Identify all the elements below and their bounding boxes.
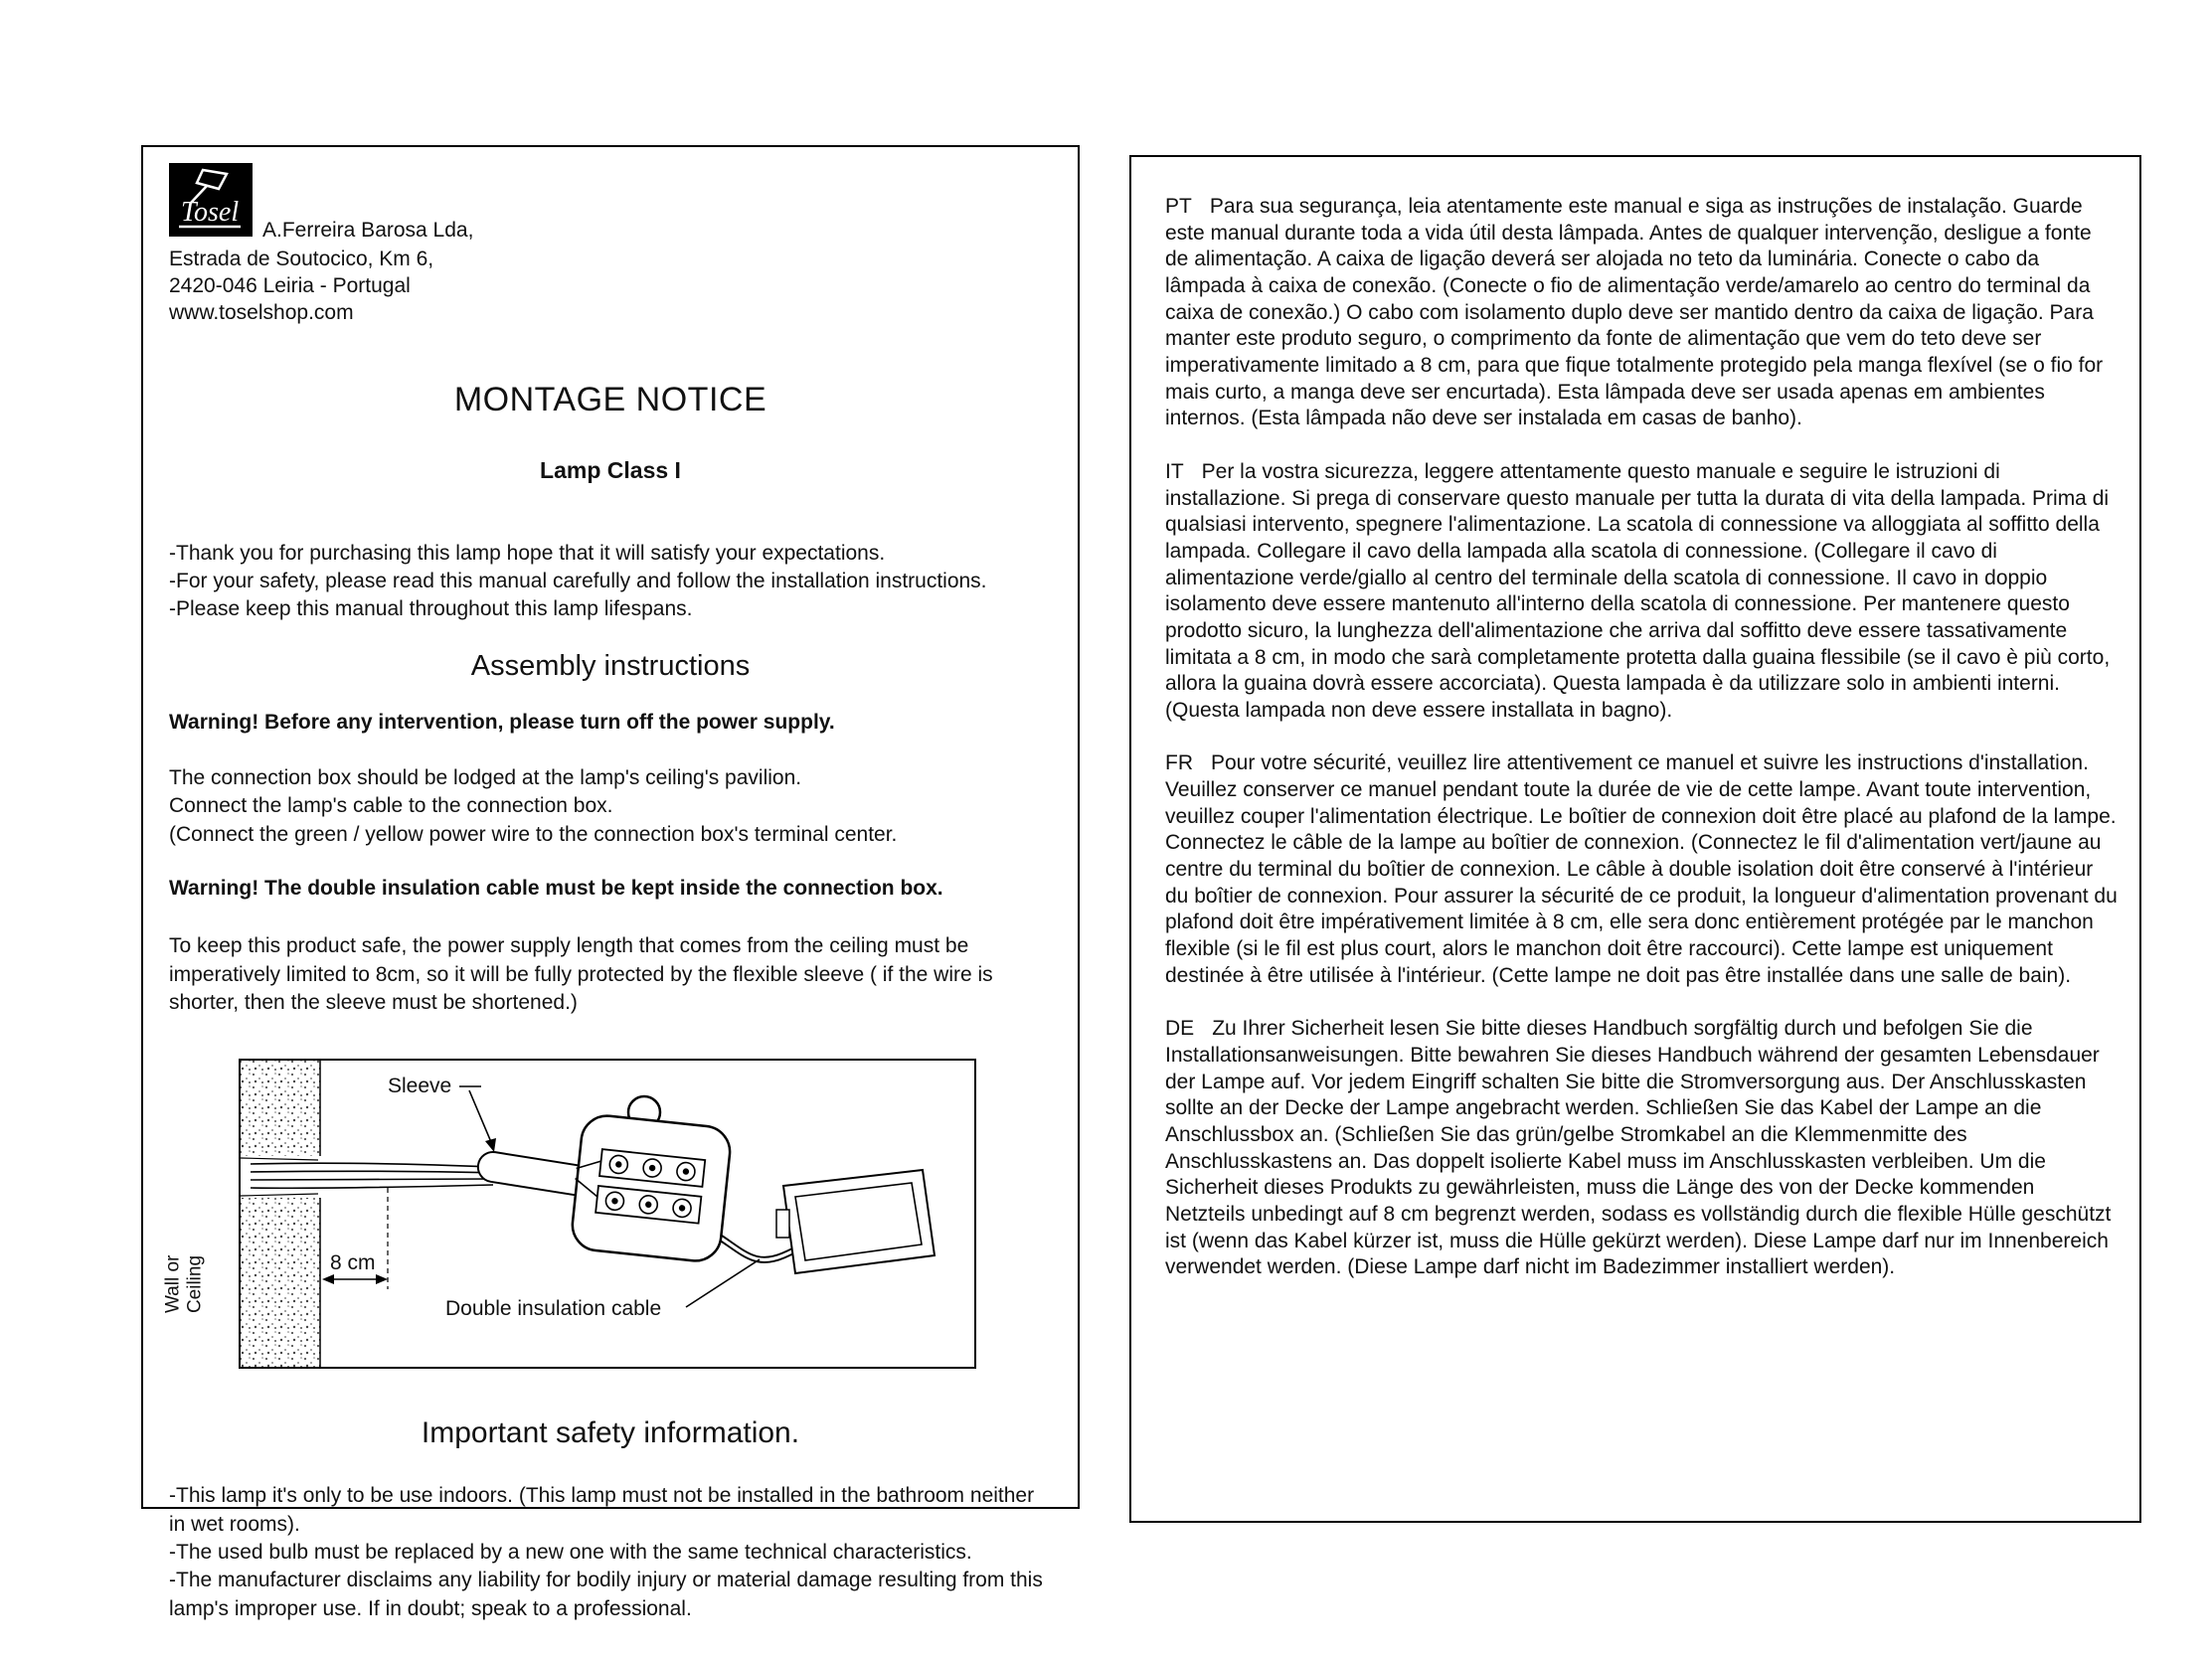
- instruction-line: The connection box should be lodged at the lamp's ceiling's pavilion.: [169, 766, 802, 789]
- address-line: 2420-046 Leiria - Portugal: [169, 273, 411, 297]
- address-line: Estrada de Soutocico, Km 6,: [169, 248, 434, 270]
- warning-power-supply: Warning! Before any intervention, please turn off the power supply.: [169, 710, 835, 734]
- section-heading-safety: Important safety information.: [421, 1416, 800, 1450]
- instruction-line: Connect the lamp's cable to the connection box.: [169, 794, 613, 818]
- lang-code: FR: [1165, 751, 1193, 775]
- page-left: [141, 145, 1080, 1620]
- dimension-label: 8 cm: [330, 1251, 376, 1275]
- company-name: A.Ferreira Barosa Lda,: [262, 219, 474, 242]
- ceiling-pavilion: [776, 1170, 935, 1273]
- sleeve-label: Sleeve: [388, 1075, 452, 1098]
- lamp-icon: [169, 163, 253, 237]
- brand-name: Tosel: [181, 197, 240, 228]
- wall-ceiling-label: Wall or Ceiling: [162, 1254, 206, 1313]
- lang-section-de: [1165, 1016, 2118, 1281]
- lang-code: IT: [1165, 459, 1184, 483]
- sleeve-callout: [388, 1075, 496, 1152]
- brand-logo: [169, 163, 253, 237]
- lang-text: Pour votre sécurité, veuillez lire attentivement ce manuel et suivre les instructions d'installation. Veuillez conserver ce manuel pendant toute la durée de vie de cette lampe. Avant toute intervention, veuillez couper l'alimentation électrique. Le boîtier de connexion doit être placé au plafond de la lampe. Connectez le câble de la lampe au boîtier de connexion. (Connectez le fil d'alimentation vert/jaune au centre du terminal du boîtier de connexion. Le câble à double isolation doit être conservé à l'intérieur du boîtier de connexion. Pour assurer la sécurité de ce produit, la longueur d'alimentation provenant du plafond doit être impérativement limitée à 8 cm, elle sera donc entièrement protégée par le manchon flexible (si le fil est plus court, alors le manchon doit être raccourci). Cette lampe est uniquement destinée à être utilisée à l'intérieur. (Cette lampe ne doit pas être installée dans une salle de bain).: [1165, 751, 2118, 987]
- safety-item: -The used bulb must be replaced by a new one with the same technical characteristics.: [169, 1541, 972, 1565]
- page-title: MONTAGE NOTICE: [453, 380, 767, 418]
- wall-strip: [241, 1061, 320, 1367]
- cable-label: Double insulation cable: [445, 1297, 662, 1321]
- safety-list: [169, 1482, 1052, 1623]
- safety-item: -This lamp it's only to be use indoors. (This lamp must not be installed in the bathroom neither in wet rooms).: [169, 1484, 1035, 1536]
- lang-section-pt: [1165, 194, 2118, 432]
- site-url: www.toselshop.com: [169, 300, 354, 324]
- installation-diagram: [162, 1059, 1052, 1371]
- assembly-instructions: [169, 764, 1052, 849]
- page-subtitle: Lamp Class I: [540, 456, 681, 483]
- page-right: [1129, 155, 2141, 1523]
- power-wires: [251, 1164, 493, 1189]
- intro-line: -Please keep this manual throughout this lamp lifespans.: [169, 597, 693, 621]
- intro-line: -Thank you for purchasing this lamp hope that it will satisfy your expectations.: [169, 541, 886, 565]
- company-address: [169, 247, 1052, 327]
- safety-note: To keep this product safe, the power supply length that comes from the ceiling must be imperatively limited to 8cm, so it will be fully protected by the flexible sleeve ( if the wire is shorter, then the sleeve must be shortened.): [169, 934, 993, 1015]
- dimension-8cm: [322, 1188, 388, 1289]
- safety-item: -The manufacturer disclaims any liability for bodily injury or material damage resulting from this lamp's improper use. If in doubt; speak to a professional.: [169, 1569, 1043, 1620]
- instruction-line: (Connect the green / yellow power wire to the connection box's terminal center.: [169, 822, 898, 846]
- lang-section-fr: [1165, 750, 2118, 989]
- intro-list: [169, 540, 1052, 624]
- lang-code: PT: [1165, 195, 1192, 218]
- diagram-figure: [239, 1059, 976, 1369]
- intro-line: -For your safety, please read this manual carefully and follow the installation instructions.: [169, 569, 987, 592]
- connection-box: [568, 1096, 732, 1263]
- lang-text: Para sua segurança, leia atentamente este manual e siga as instruções de instalação. Guarde este manual durante toda a vida útil desta lâmpada. Antes de qualquer intervenção, desligue a fonte de alimentação. A caixa de ligação deverá ser alojada no teto da luminária. Conecte o cabo da lâmpada à caixa de conexão. (Conecte o fio de alimentação verde/amarelo ao centro do terminal da caixa de conexão.) O cabo com isolamento duplo deve ser mantido dentro da caixa de ligação. Para manter este produto seguro, o comprimento da fonte de alimentação que vem do teto deve ser imperativamente limitado a 8 cm, para que fique totalmente protegido pela manga flexível (se o fio for mais curto, a manga deve ser encurtada). Esta lâmpada deve ser usada apenas em ambientes internos. (Esta lâmpada não deve ser instalada em casas de banho).: [1165, 195, 2104, 430]
- lang-text: Zu Ihrer Sicherheit lesen Sie bitte dieses Handbuch sorgfältig durch und befolgen Sie die Installationsanweisungen. Bitte bewahren Sie dieses Handbuch während der gesamten Lebensdauer der Lampe auf. Vor jedem Eingriff schalten Sie bitte die Stromversorgung aus. Der Anschlusskasten sollte an der Decke der Lampe angebracht werden. Schließen Sie das Kabel der Lampe an die Anschlussbox an. (Schließen Sie das grün/gelbe Stromkabel an die Klemmenmitte des Anschlusskastens an. Das doppelt isolierte Kabel muss im Anschlusskasten verbleiben. Um die Sicherheit dieses Produkts zu gewährleisten, muss die Länge des von der Decke kommenden Netzteils unbedingt auf 8 cm begrenzt werden, sodass es vollständig durch die flexible Hülle geschützt ist (wenn das Kabel kürzer ist, muss die Hülle gekürzt werden). Diese Lampe darf nur im Innenbereich verwendet werden. (Diese Lampe darf nicht im Badezimmer installiert werden).: [1165, 1017, 2112, 1279]
- brand-header: [169, 163, 1052, 242]
- cable-callout: [445, 1259, 760, 1320]
- lang-code: DE: [1165, 1017, 1195, 1041]
- lang-text: Per la vostra sicurezza, leggere attentamente questo manuale e seguire le istruzioni di installazione. Si prega di conservare questo manuale per tutta la durata di vita della lampada. Prima di qualsiasi intervento, spegnere l'alimentazione. La scatola di connessione va alloggiata al soffitto della lampada. Collegare il cavo della lampada alla scatola di connessione. (Collegare il cavo di alimentazione verde/giallo al centro del terminale della scatola di connessione. Il cavo in doppio isolamento deve essere mantenuto all'interno della scatola di connessione. Per mantenere questo prodotto sicuro, la lunghezza dell'alimentazione che arriva dal soffitto deve essere tassativamente limitata a 8 cm, in modo che sarà completamente protetta dalla guaina flessibile (se il cavo è più corto, allora la guaina dovrà essere accorciata). Questa lampada è da utilizzare solo in ambienti interni. (Questa lampada non deve essere installata in bagno).: [1165, 459, 2111, 722]
- lang-section-it: [1165, 459, 2118, 725]
- section-heading-assembly: Assembly instructions: [470, 649, 751, 682]
- warning-insulation-cable: Warning! The double insulation cable must be kept inside the connection box.: [169, 877, 943, 901]
